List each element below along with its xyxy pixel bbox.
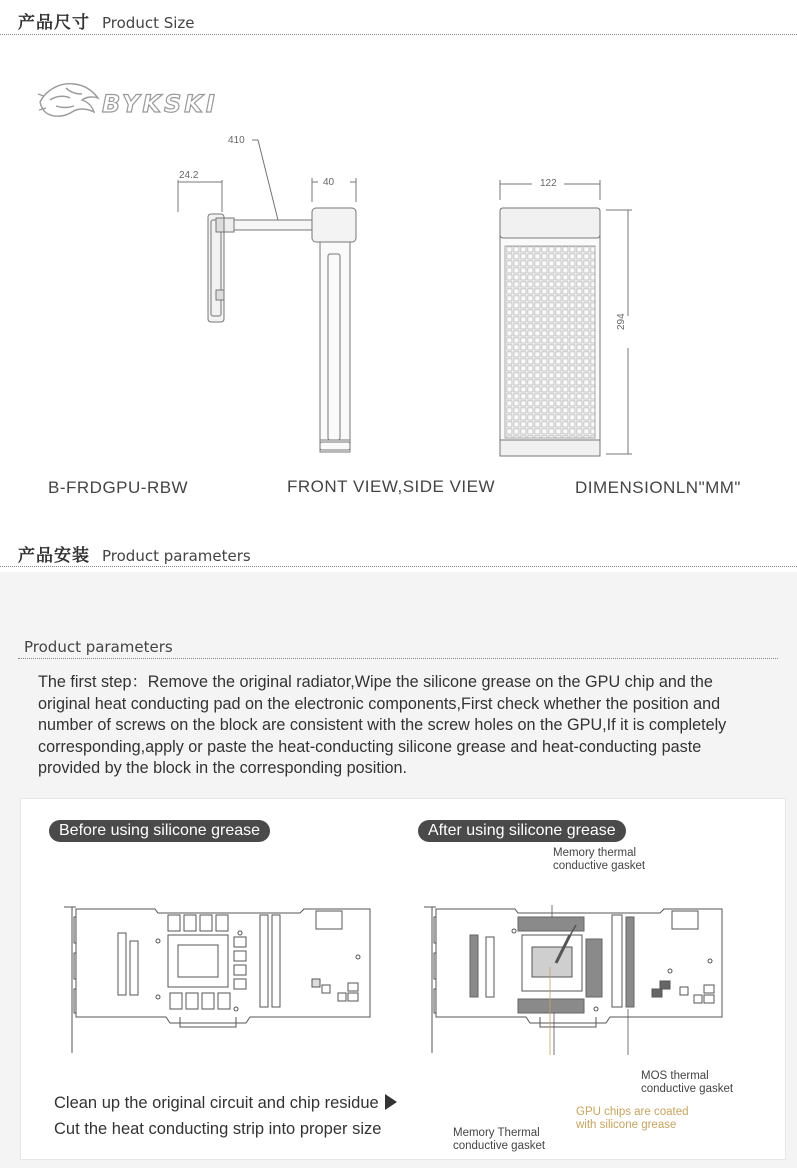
annotation-memory-gasket-top — [553, 847, 645, 872]
section-title-en: Product Size — [102, 14, 195, 32]
brand-logo — [36, 76, 236, 130]
section-title-cn: 产品尺寸 — [18, 13, 90, 33]
annotation-line: GPU chips are coated — [576, 1106, 689, 1118]
front-side-view-drawing — [170, 130, 390, 460]
section-header-product-size — [18, 8, 195, 33]
caption-dimension-unit: DIMENSIONLN"MM" — [575, 478, 741, 497]
gpu-board-after — [420, 905, 740, 1055]
divider — [18, 658, 778, 659]
annotation-mos-gasket — [641, 1070, 733, 1095]
divider — [0, 566, 797, 567]
dim-block-thickness: 24.2 — [179, 170, 199, 181]
dim-tube-length: 410 — [228, 135, 245, 146]
annotation-line: conductive gasket — [641, 1082, 734, 1095]
annotation-line: conductive gasket — [553, 859, 646, 872]
annotation-line: Memory thermal — [553, 847, 637, 859]
caption-model: B-FRDGPU-RBW — [48, 478, 189, 497]
after-label: After using silicone grease — [418, 820, 626, 842]
install-subtitle: Product parameters — [24, 638, 173, 656]
section-title-cn: 产品安装 — [18, 546, 90, 566]
annotation-line: with silicone grease — [576, 1118, 677, 1131]
arrow-right-icon — [385, 1094, 397, 1110]
divider — [0, 34, 797, 35]
step-clean-label: Clean up the original circuit and chip residue — [54, 1094, 379, 1112]
install-description: The first step：Remove the original radiator,Wipe the silicone grease on the GPU chip and the original heat conducting pad on the electronic components,First check whether the position and number of screws on the block are consistent with the screw holes on the GPU,If it is completely corresponding,apply or paste the heat-conducting silicone grease and heat-conducting paste provided by the block in the corresponding position. — [38, 673, 727, 777]
dim-radiator-width: 122 — [540, 178, 557, 189]
annotation-gpu-grease — [576, 1106, 689, 1131]
caption-views: FRONT VIEW,SIDE VIEW — [287, 477, 496, 496]
gpu-board-before — [60, 905, 380, 1055]
annotation-line: conductive gasket — [453, 1139, 546, 1152]
section-header-product-install — [18, 541, 251, 566]
annotation-line: MOS thermal — [641, 1070, 709, 1082]
step-cut-text: Cut the heat conducting strip into proper size — [54, 1120, 382, 1138]
annotation-memory-gasket-bottom — [453, 1127, 545, 1152]
section-title-en: Product parameters — [102, 547, 251, 565]
dim-radiator-height: 294 — [616, 313, 627, 330]
dim-reservoir-width: 40 — [323, 177, 335, 188]
logo-wordmark: BYKSKI — [102, 90, 218, 118]
annotation-line: Memory Thermal — [453, 1127, 540, 1139]
before-label: Before using silicone grease — [49, 820, 270, 842]
step-clean-text — [54, 1094, 397, 1113]
